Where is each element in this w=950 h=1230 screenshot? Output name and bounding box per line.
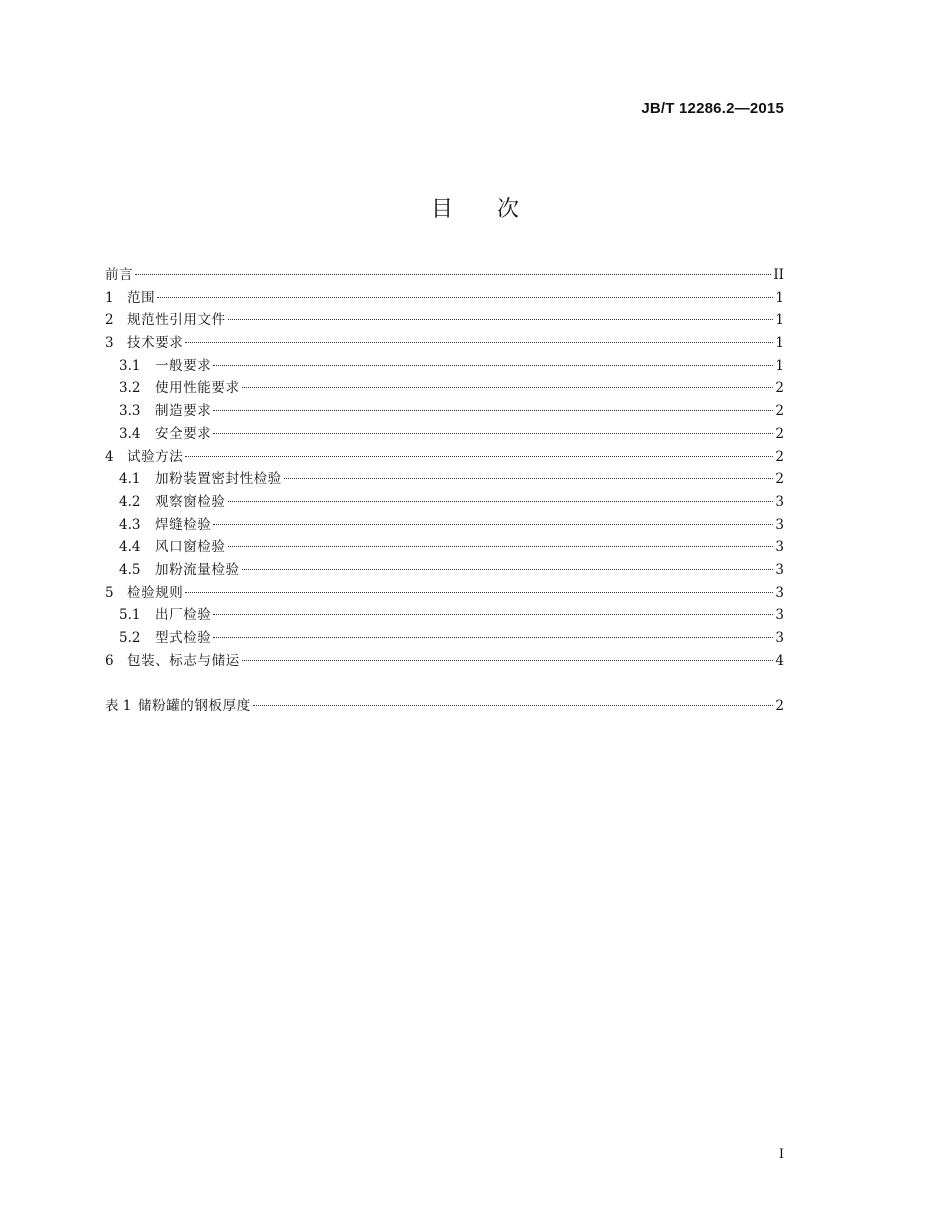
toc-subentry[interactable] (105, 491, 784, 514)
toc-subentry[interactable] (105, 468, 784, 491)
toc-entry-label: 安全要求 (155, 425, 212, 442)
toc-entry-page: 3 (775, 607, 784, 624)
toc-leader-dots (213, 410, 773, 411)
toc-leader-dots (213, 524, 773, 525)
toc-entry[interactable] (105, 446, 784, 469)
toc-entry-page: 3 (775, 539, 784, 556)
toc-subentry[interactable] (105, 377, 784, 400)
toc-entry-number: 5 (105, 584, 114, 601)
toc-leader-dots (213, 433, 773, 434)
toc-leader-dots (228, 501, 774, 502)
toc-entry-number: 3.2 (119, 380, 141, 397)
page-title (0, 192, 950, 223)
toc-entry-page: 2 (775, 448, 784, 465)
toc-entry-label: 储粉罐的钢板厚度 (138, 698, 251, 715)
toc-entry[interactable] (105, 332, 784, 355)
toc-leader-dots (213, 637, 773, 638)
toc-entry-page: 3 (775, 493, 784, 510)
toc-subentry[interactable] (105, 355, 784, 378)
toc-entry-page: 3 (775, 630, 784, 646)
toc-entry-label: 包装、标志与储运 (127, 652, 240, 669)
toc-entry-page: 2 (775, 471, 784, 488)
toc-entry[interactable] (105, 287, 784, 310)
toc-entry-page: 2 (775, 403, 784, 420)
toc-entry-page: 1 (775, 357, 784, 374)
toc-subentry[interactable] (105, 604, 784, 627)
toc-entry-page: 1 (775, 335, 784, 352)
toc-leader-dots (242, 660, 774, 661)
toc-table-entry[interactable] (105, 695, 784, 718)
toc-entry-number: 4 (105, 448, 114, 465)
toc-entry-number: 表 1 (105, 698, 132, 715)
toc-entry-page: 1 (775, 312, 784, 329)
toc-subentry[interactable] (105, 536, 784, 559)
toc-subentry[interactable] (105, 400, 784, 423)
toc-entry-page: 3 (775, 584, 784, 601)
toc-leader-dots (242, 387, 774, 388)
toc-entry[interactable] (105, 309, 784, 332)
title-char-2: 次 (497, 197, 520, 222)
toc-entry-number: 5.2 (119, 630, 141, 646)
toc-entry-number: 4.5 (119, 561, 141, 578)
toc-entry-page: 2 (775, 698, 784, 715)
toc-entry-number: 5.1 (119, 607, 141, 624)
toc-entry-page: 2 (775, 380, 784, 397)
toc-entry-label: 范围 (127, 289, 156, 306)
toc-leader-dots (213, 614, 773, 615)
toc-entry-page: 3 (775, 516, 784, 533)
toc-leader-dots (135, 274, 771, 275)
toc-entry-number: 4.2 (119, 493, 141, 510)
toc-subentry[interactable] (105, 627, 784, 650)
toc-entry-label: 观察窗检验 (155, 493, 226, 510)
toc-entry-label: 风口窗检验 (155, 539, 226, 556)
table-of-contents (105, 264, 784, 718)
toc-leader-dots (253, 705, 774, 706)
toc-entry-number: 3.4 (119, 425, 141, 442)
toc-entry-foreword[interactable] (105, 264, 784, 287)
toc-leader-dots (213, 365, 773, 366)
toc-entry-label: 制造要求 (155, 403, 212, 420)
toc-entry-page: 1 (775, 289, 784, 306)
toc-entry-label: 前言 (105, 267, 134, 283)
toc-subentry[interactable] (105, 423, 784, 446)
toc-entry[interactable] (105, 582, 784, 605)
title-char-1: 目 (430, 197, 453, 222)
toc-leader-dots (185, 592, 773, 593)
toc-subentry[interactable] (105, 559, 784, 582)
toc-entry-page: 4 (775, 652, 784, 669)
toc-entry-page: II (773, 267, 784, 283)
toc-leader-dots (284, 478, 774, 479)
toc-entry-number: 3.3 (119, 403, 141, 420)
toc-entry-label: 检验规则 (127, 584, 184, 601)
toc-entry-number: 4.1 (119, 471, 141, 488)
toc-entry-label: 加粉装置密封性检验 (155, 471, 282, 488)
toc-entry-number: 3 (105, 335, 114, 352)
toc-entry[interactable] (105, 650, 784, 673)
toc-entry-number: 2 (105, 312, 114, 329)
toc-entry-number: 1 (105, 289, 114, 306)
toc-entry-label: 出厂检验 (155, 607, 212, 624)
toc-leader-dots (228, 546, 774, 547)
toc-leader-dots (185, 456, 773, 457)
toc-leader-dots (228, 319, 774, 320)
toc-leader-dots (185, 342, 773, 343)
footer-page-number: I (778, 1147, 784, 1162)
toc-entry-label: 焊缝检验 (155, 516, 212, 533)
standard-code: JB/T 12286.2—2015 (641, 100, 784, 117)
toc-entry-label: 一般要求 (155, 357, 212, 374)
toc-entry-page: 2 (775, 425, 784, 442)
toc-entry-number: 3.1 (119, 357, 141, 374)
toc-entry-label: 技术要求 (127, 335, 184, 352)
toc-entry-label: 加粉流量检验 (155, 561, 240, 578)
toc-entry-number: 4.4 (119, 539, 141, 556)
toc-entry-number: 6 (105, 652, 114, 669)
toc-entry-label: 试验方法 (127, 448, 184, 465)
toc-leader-dots (157, 297, 773, 298)
toc-entry-page: 3 (775, 561, 784, 578)
toc-entry-label: 型式检验 (155, 630, 212, 646)
toc-entry-number: 4.3 (119, 516, 141, 533)
toc-entry-label: 使用性能要求 (155, 380, 240, 397)
toc-leader-dots (242, 569, 774, 570)
toc-subentry[interactable] (105, 514, 784, 537)
toc-entry-label: 规范性引用文件 (127, 312, 226, 329)
